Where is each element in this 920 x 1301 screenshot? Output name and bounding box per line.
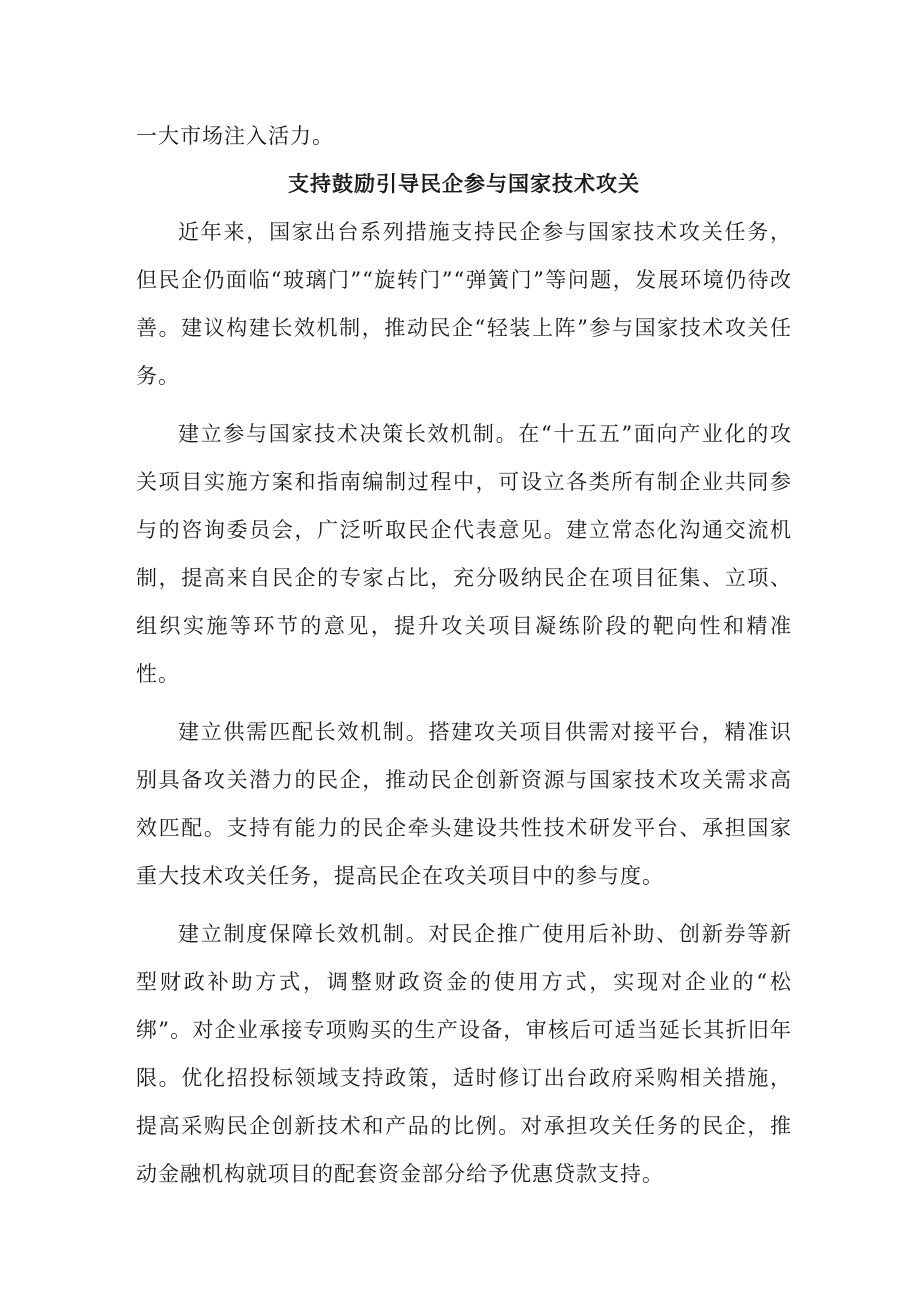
- paragraph-intro: 近年来，国家出台系列措施支持民企参与国家技术攻关任务，但民企仍面临“玻璃门”“旋转门”“弹簧门”等问题，发展环境仍待改善。建议构建长效机制，推动民企“轻装上阵”参与国家技术攻关任务。: [136, 220, 792, 388]
- body-text: [136, 208, 792, 1208]
- lead-fragment: 一大市场注入活力。: [136, 124, 334, 148]
- paragraph-safeguard-mechanism: 建立制度保障长效机制。对民企推广使用后补助、创新券等新型财政补助方式，调整财政资金的使用方式，实现对企业的“松绑”。对企业承接专项购买的生产设备，审核后可适当延长其折旧年限。优化招投标领域支持政策，适时修订出台政府采购相关措施，提高采购民企创新技术和产品的比例。对承担攻关任务的民企，推动金融机构就项目的配套资金部分给予优惠贷款支持。: [136, 922, 792, 1186]
- paragraph-matching-mechanism: 建立供需匹配长效机制。搭建攻关项目供需对接平台，精准识别具备攻关潜力的民企，推动民企创新资源与国家技术攻关需求高效匹配。支持有能力的民企牵头建设共性技术研发平台、承担国家重大技术攻关任务，提高民企在攻关项目中的参与度。: [136, 720, 792, 888]
- section-heading: 支持鼓励引导民企参与国家技术攻关: [288, 171, 640, 196]
- paragraph-decision-mechanism: 建立参与国家技术决策长效机制。在“十五五”面向产业化的攻关项目实施方案和指南编制过程中，可设立各类所有制企业共同参与的咨询委员会，广泛听取民企代表意见。建立常态化沟通交流机制，提高来自民企的专家占比，充分吸纳民企在项目征集、立项、组织实施等环节的意见，提升攻关项目凝练阶段的靶向性和精准性。: [136, 422, 792, 686]
